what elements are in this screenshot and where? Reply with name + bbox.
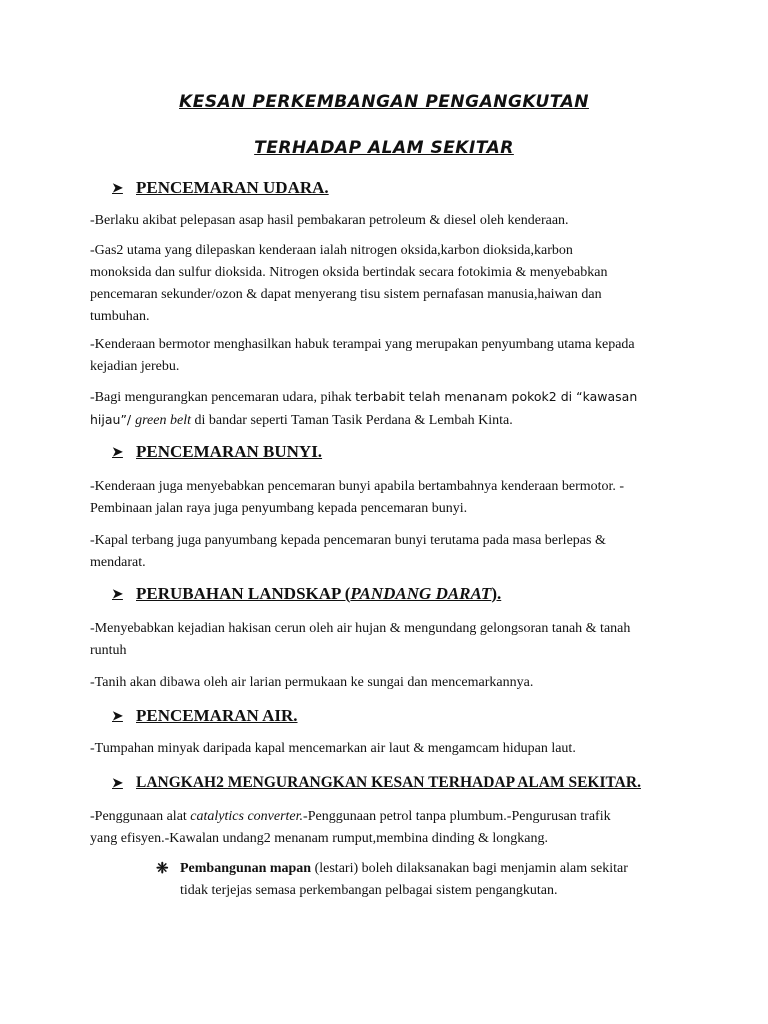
text-line: monoksida dan sulfur dioksida. Nitrogen oksida bertindak secara fotokimia & menyebabkan bbox=[90, 265, 608, 280]
text-line: runtuh bbox=[90, 643, 127, 658]
heading-text: PENCEMARAN AIR. bbox=[136, 706, 298, 725]
text-line: yang efisyen.-Kawalan undang2 menanam rumput,membina dinding & longkang. bbox=[90, 831, 549, 846]
text-segment: -Penggunaan petrol tanpa plumbum.-Pengurusan trafik bbox=[303, 809, 611, 824]
text-segment-italic: green belt bbox=[135, 413, 191, 428]
text-line: pencemaran sekunder/ozon & dapat menyerang tisu sistem pernafasan manusia,haiwan dan bbox=[90, 287, 602, 302]
list-item bbox=[156, 858, 676, 902]
heading-text bbox=[136, 584, 501, 604]
text-line: -Kenderaan bermotor menghasilkan habuk terampai yang merupakan penyumbang utama kepada bbox=[90, 337, 635, 352]
text-line: -Tanih akan dibawa oleh air larian permukaan ke sungai dan mencemarkannya. bbox=[90, 675, 534, 690]
paragraph bbox=[90, 738, 690, 760]
paragraph bbox=[90, 530, 690, 574]
text-segment: terbabit telah menanam pokok2 di “kawasan bbox=[355, 389, 638, 404]
text-segment: hijau”/ bbox=[90, 412, 136, 427]
paragraph bbox=[90, 386, 690, 432]
heading-text: PENCEMARAN UDARA. bbox=[136, 178, 329, 197]
heading-text: LANGKAH2 MENGURANGKAN KESAN TERHADAP ALAM SEKITAR. bbox=[136, 774, 641, 791]
arrow-bullet-icon: ➤ bbox=[112, 444, 123, 459]
paragraph bbox=[90, 240, 690, 328]
arrow-bullet-icon: ➤ bbox=[112, 180, 123, 195]
text-segment-italic: PANDANG DARAT bbox=[350, 584, 492, 603]
text-line: tidak terjejas semasa perkembangan pelbagai sistem pengangkutan. bbox=[180, 883, 558, 898]
text-line bbox=[90, 409, 690, 432]
heading-pencemaran-bunyi bbox=[112, 442, 322, 462]
ornament-bullet-icon: ❈ bbox=[156, 861, 169, 877]
text-line bbox=[90, 386, 690, 409]
paragraph bbox=[90, 618, 690, 662]
text-line: -Kenderaan juga menyebabkan pencemaran bunyi apabila bertambahnya kenderaan bermotor. - bbox=[90, 479, 625, 494]
text-line: -Tumpahan minyak daripada kapal mencemarkan air laut & mengamcam hidupan laut. bbox=[90, 741, 576, 756]
text-line bbox=[180, 858, 676, 880]
text-segment: ). bbox=[491, 584, 502, 603]
arrow-bullet-icon: ➤ bbox=[112, 775, 123, 790]
text-line: mendarat. bbox=[90, 555, 146, 570]
text-line: -Menyebabkan kejadian hakisan cerun oleh air hujan & mengundang gelongsoran tanah & tanah bbox=[90, 621, 631, 636]
paragraph bbox=[90, 806, 690, 850]
heading-pencemaran-air bbox=[112, 706, 298, 726]
text-line bbox=[90, 806, 690, 828]
heading-pencemaran-udara bbox=[112, 178, 329, 198]
text-segment-bold: Pembangunan mapan bbox=[180, 861, 312, 876]
paragraph bbox=[90, 210, 690, 232]
text-line: tumbuhan. bbox=[90, 309, 150, 324]
text-segment-italic: catalytics converter. bbox=[190, 809, 304, 824]
text-segment: di bandar seperti Taman Tasik Perdana & Lembah Kinta. bbox=[190, 413, 513, 428]
text-segment: -Bagi mengurangkan pencemaran udara, pihak bbox=[90, 390, 356, 405]
text-line: -Berlaku akibat pelepasan asap hasil pembakaran petroleum & diesel oleh kenderaan. bbox=[90, 213, 569, 228]
heading-text: PENCEMARAN BUNYI. bbox=[136, 442, 323, 461]
paragraph bbox=[90, 672, 690, 694]
arrow-bullet-icon: ➤ bbox=[112, 586, 123, 601]
text-line: -Kapal terbang juga panyumbang kepada pencemaran bunyi terutama pada masa berlepas & bbox=[90, 533, 606, 548]
arrow-bullet-icon: ➤ bbox=[112, 708, 123, 723]
paragraph bbox=[90, 476, 690, 520]
text-line: -Gas2 utama yang dilepaskan kenderaan ialah nitrogen oksida,karbon dioksida,karbon bbox=[90, 243, 573, 258]
text-segment: PERUBAHAN LANDSKAP ( bbox=[136, 584, 351, 603]
text-line: Pembinaan jalan raya juga penyumbang kepada pencemaran bunyi. bbox=[90, 501, 468, 516]
text-segment: (lestari) boleh dilaksanakan bagi menjamin alam sekitar bbox=[311, 861, 628, 876]
text-segment: -Penggunaan alat bbox=[90, 809, 191, 824]
paragraph bbox=[90, 334, 690, 378]
text-line: kejadian jerebu. bbox=[90, 359, 180, 374]
heading-perubahan-landskap bbox=[112, 584, 501, 604]
document-title-line2: TERHADAP ALAM SEKITAR bbox=[254, 138, 514, 158]
document-title-line1: KESAN PERKEMBANGAN PENGANGKUTAN bbox=[179, 92, 589, 112]
heading-langkah2 bbox=[112, 774, 641, 792]
